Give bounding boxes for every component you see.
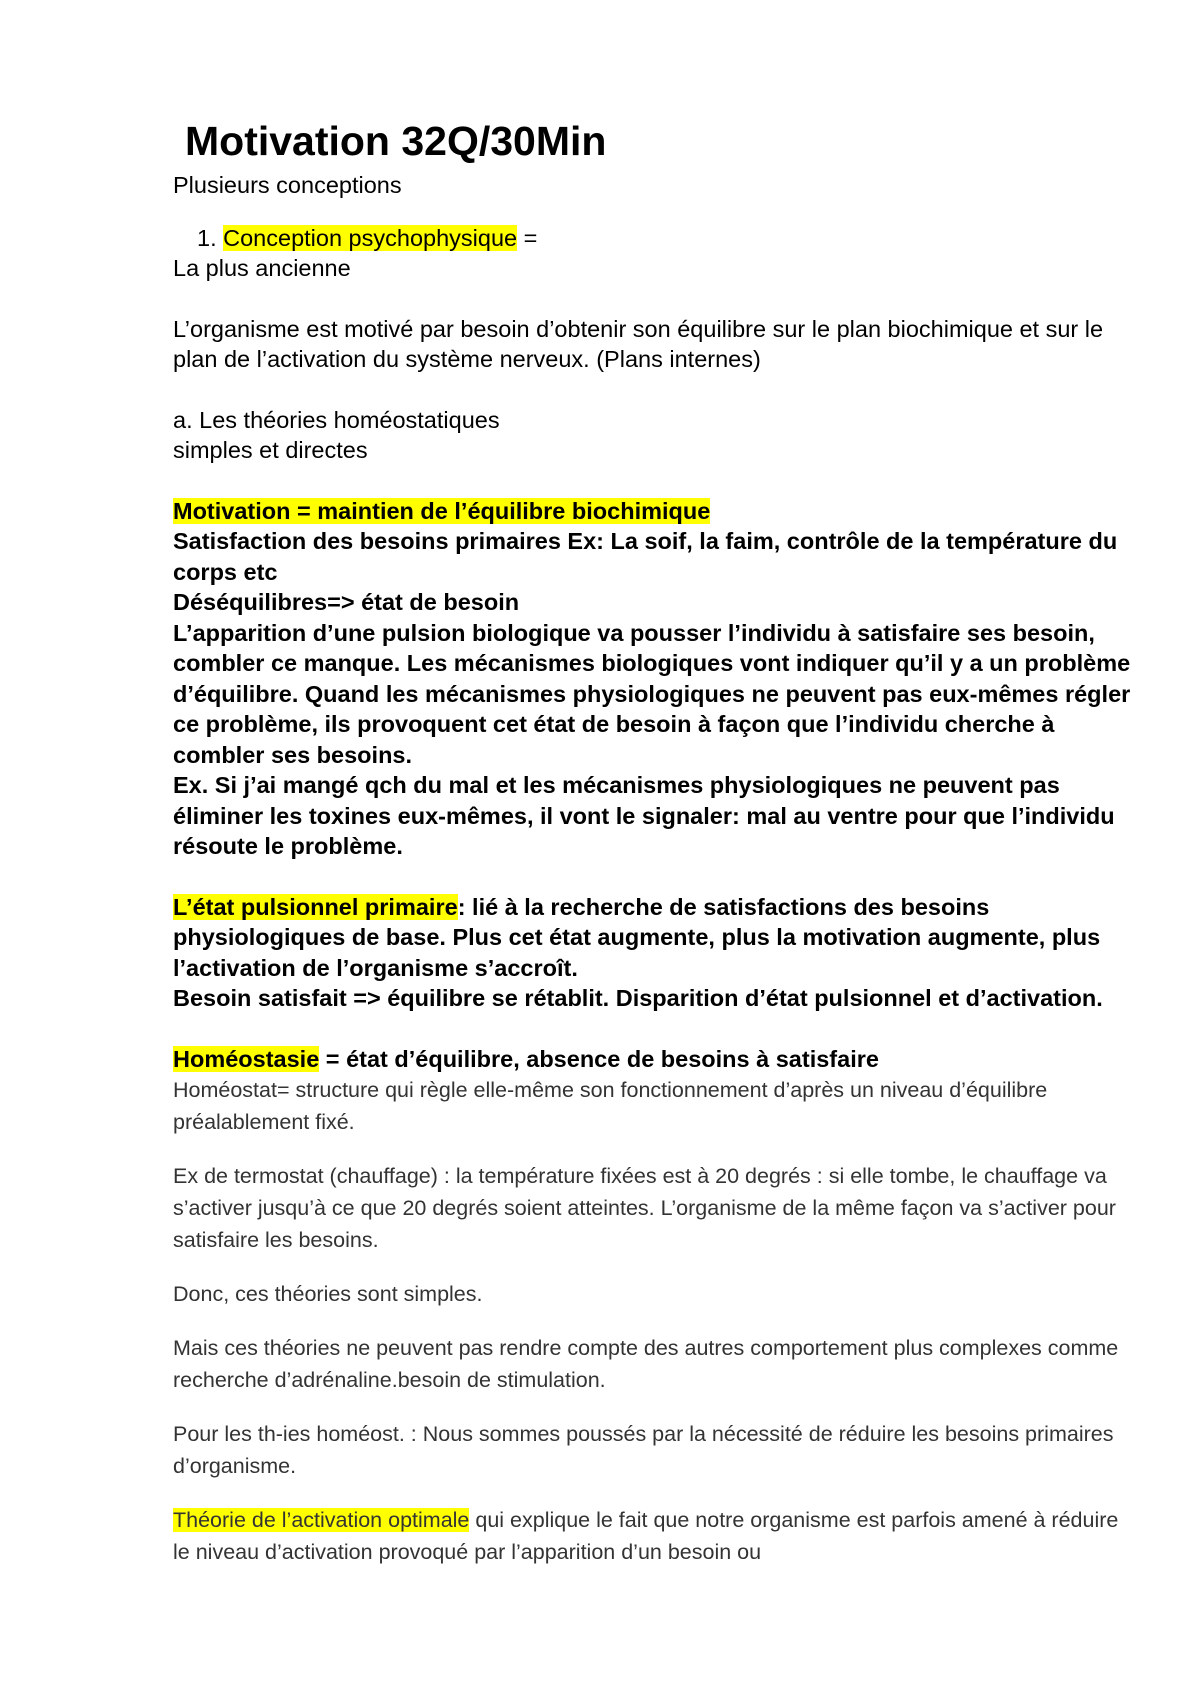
section-heading-a: a. Les théories homéostatiques [173, 406, 500, 433]
paragraph-pour: Pour les th-ies homéost. : Nous sommes poussés par la nécessité de réduire les besoins primaires d’organisme. [173, 1422, 1114, 1478]
line-desequilibres: Déséquilibres=> état de besoin [173, 589, 520, 615]
highlight-conception: Conception psychophysique [223, 224, 518, 251]
paragraph-example: Ex. Si j’ai mangé qch du mal et les mécanismes physiologiques ne peuvent pas éliminer les toxines eux-mêmes, il vont le signaler: mal au ventre pour que l’individu résoute le problème. [173, 772, 1115, 859]
paragraph-mais: Mais ces théories ne peuvent pas rendre compte des autres comportement plus complexes comme recherche d’adrénaline.besoin de stimulation. [173, 1336, 1119, 1392]
line-satisfaction: Satisfaction des besoins primaires Ex: La soif, la faim, contrôle de la température du corps etc [173, 528, 1118, 585]
highlight-theorie: Théorie de l’activation optimale [173, 1508, 470, 1532]
homeostasie-text: = état d’équilibre, absence de besoins à satisfaire [319, 1045, 879, 1072]
paragraph-organisme: L’organisme est motivé par besoin d’obtenir son équilibre sur le plan biochimique et sur le plan de l’activation du système nerveux. (Plans internes) [173, 315, 1104, 372]
line-ancienne: La plus ancienne [173, 255, 351, 281]
line-donc: Donc, ces théories sont simples. [173, 1282, 483, 1306]
document-content [173, 112, 1133, 1568]
motivation-line [173, 496, 1133, 527]
paragraph-theorie [173, 1504, 1133, 1568]
numbered-item [173, 223, 1133, 254]
homeostat-definition: Homéostat= structure qui règle elle-même son fonctionnement d’après un niveau d’équilibre préalablement fixé. [173, 1078, 1048, 1134]
item-number: 1. [197, 224, 217, 251]
etat-pulsionnel-text: : lié à la recherche de satisfactions des besoins physiologiques de base. Plus cet état augmente, plus la motivation augmente, plus l’activation de l’organisme s’accroît. [173, 893, 1101, 981]
thermostat-example: Ex de termostat (chauffage) : la température fixées est à 20 degrés : si elle tombe, le chauffage va s’activer jusqu’à ce que 20 degrés soient atteintes. L’organisme de la même façon va s’activer pour satisfaire les besoins. [173, 1164, 1116, 1252]
line-besoin-satisfait: Besoin satisfait => équilibre se rétablit. Disparition d’état pulsionnel et d’activation. [173, 985, 1103, 1011]
section-subheading-a: simples et directes [173, 437, 368, 463]
homeostasie-line [173, 1044, 1133, 1075]
highlight-homeostasie: Homéostasie [173, 1045, 320, 1072]
page-title: Motivation 32Q/30Min [185, 118, 607, 164]
theorie-text: qui explique le fait que notre organisme est parfois amené à réduire le niveau d’activation provoqué par l’apparition d’un besoin ou [173, 1508, 1119, 1564]
highlight-etat-pulsionnel: L’état pulsionnel primaire [173, 893, 458, 920]
paragraph-apparition: L’apparition d’une pulsion biologique va pousser l’individu à satisfaire ses besoin, combler ce manque. Les mécanismes biologiques vont indiquer qu’il y a un problème d’équilibre. Quand les mécanismes physiologiques ne peuvent pas eux-mêmes régler ce problème, ils provoquent cet état de besoin à façon que l’individu cherche à combler ses besoins. [173, 619, 1131, 768]
paragraph-etat-pulsionnel [173, 892, 1133, 984]
highlight-motivation: Motivation = maintien de l’équilibre biochimique [173, 497, 711, 524]
item-suffix: = [517, 224, 538, 251]
subtitle: Plusieurs conceptions [173, 172, 402, 198]
